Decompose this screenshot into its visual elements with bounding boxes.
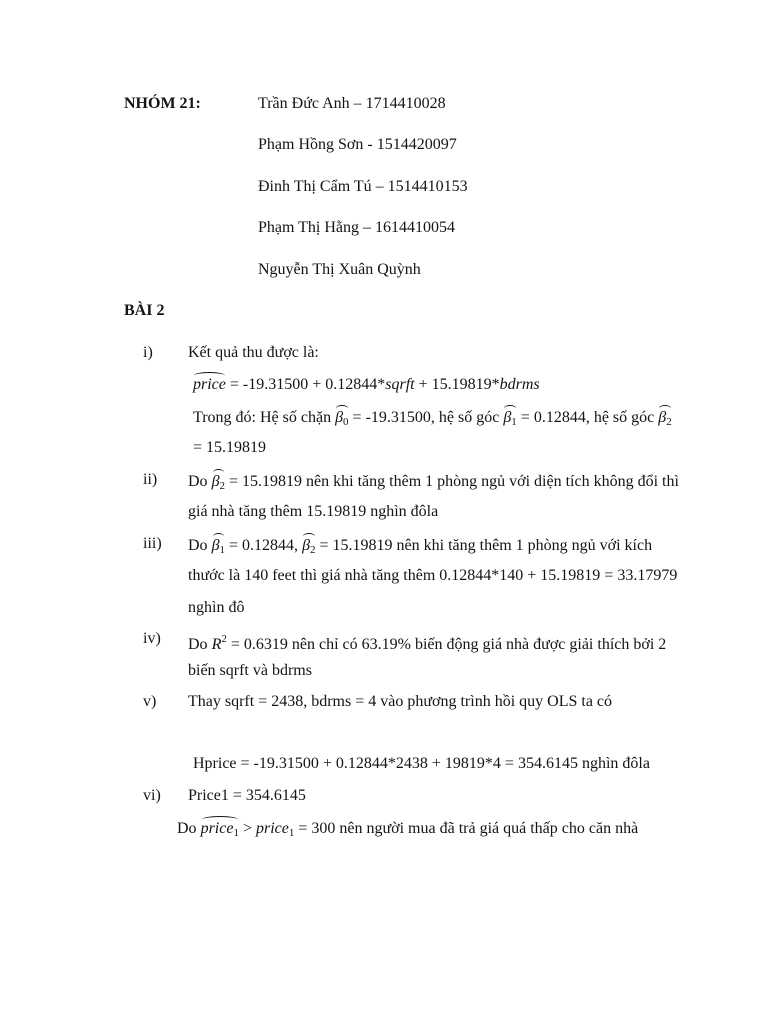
item-iii-line3: nghìn đô <box>188 599 245 616</box>
item-vi-number: vi) <box>143 787 161 804</box>
item-i-line3: Trong đó: Hệ số chặn $\beta_0 = -19.31500$, hệ số góc $\beta_1 = 0.12844$, hệ số góc $\beta_2$ <box>193 406 672 432</box>
beta2-symbol: $\beta_2$ <box>212 470 225 496</box>
price1-hat-symbol: price$_1$ <box>201 817 239 843</box>
item-v-number: v) <box>143 693 157 710</box>
price-hat-symbol: price <box>193 373 226 395</box>
beta1-symbol: $\beta_1$ <box>503 406 516 432</box>
item-iii-number: iii) <box>143 535 162 552</box>
item-i-line1: Kết quả thu được là: <box>188 344 319 361</box>
item-iv-line1: Do $R^2 = 0.6319$ nên chỉ có 63.19% biến động giá nhà được giải thích bởi 2 <box>188 633 667 653</box>
price1-symbol: price$_1$ <box>255 820 295 839</box>
item-v-line2: Hprice = -19.31500 + 0.12844*2438 + 19819*4 = 354.6145 nghìn đôla <box>193 755 650 772</box>
beta0-symbol: $\beta_0$ <box>335 406 348 432</box>
r-squared-symbol: $R^2$ <box>211 633 227 653</box>
item-i-number: i) <box>143 344 153 361</box>
item-ii-line1: Do $\beta_2 = 15.19819$ nên khi tăng thêm 1 phòng ngủ với diện tích không đổi thì <box>188 470 679 496</box>
member-3: Đinh Thị Cẩm Tú – 1514410153 <box>258 178 468 195</box>
item-iv-number: iv) <box>143 630 161 647</box>
group-label: NHÓM 21: <box>124 95 201 112</box>
beta2-symbol: $\beta_2$ <box>658 406 671 432</box>
item-vi-line1: Price1 = 354.6145 <box>188 787 306 804</box>
member-4: Phạm Thị Hằng – 1614410054 <box>258 219 456 236</box>
item-vi-line2: Do price$_1$ > price$_1$ = 300 nên người mua đã trả giá quá thấp cho căn nhà <box>177 817 638 843</box>
item-v-line1: Thay sqrft = 2438, bdrms = 4 vào phương trình hồi quy OLS ta có <box>188 693 613 710</box>
section-title: BÀI 2 <box>124 302 165 319</box>
beta1-symbol: $\beta_1$ <box>212 534 225 560</box>
beta2-symbol: $\beta_2$ <box>302 534 315 560</box>
member-1: Trần Đức Anh – 1714410028 <box>258 95 446 112</box>
item-ii-line2: giá nhà tăng thêm 15.19819 nghìn đôla <box>188 503 439 520</box>
item-iv-line2: biến sqrft và bdrms <box>188 662 312 679</box>
member-2: Phạm Hồng Sơn - 1514420097 <box>258 136 457 153</box>
item-iii-line2: thước là 140 feet thì giá nhà tăng thêm 0.12844*140 + 15.19819 = 33.17979 <box>188 567 678 584</box>
item-i-line4: = 15.19819 <box>193 439 267 456</box>
item-i-equation: price = -19.31500 + 0.12844*sqrft + 15.19819*bdrms <box>193 373 540 395</box>
item-ii-number: ii) <box>143 471 158 488</box>
member-5: Nguyễn Thị Xuân Quỳnh <box>258 261 421 278</box>
item-iii-line1: Do $\beta_1 = 0.12844$, $\beta_2 = 15.19819$ nên khi tăng thêm 1 phòng ngủ với kích <box>188 534 652 560</box>
